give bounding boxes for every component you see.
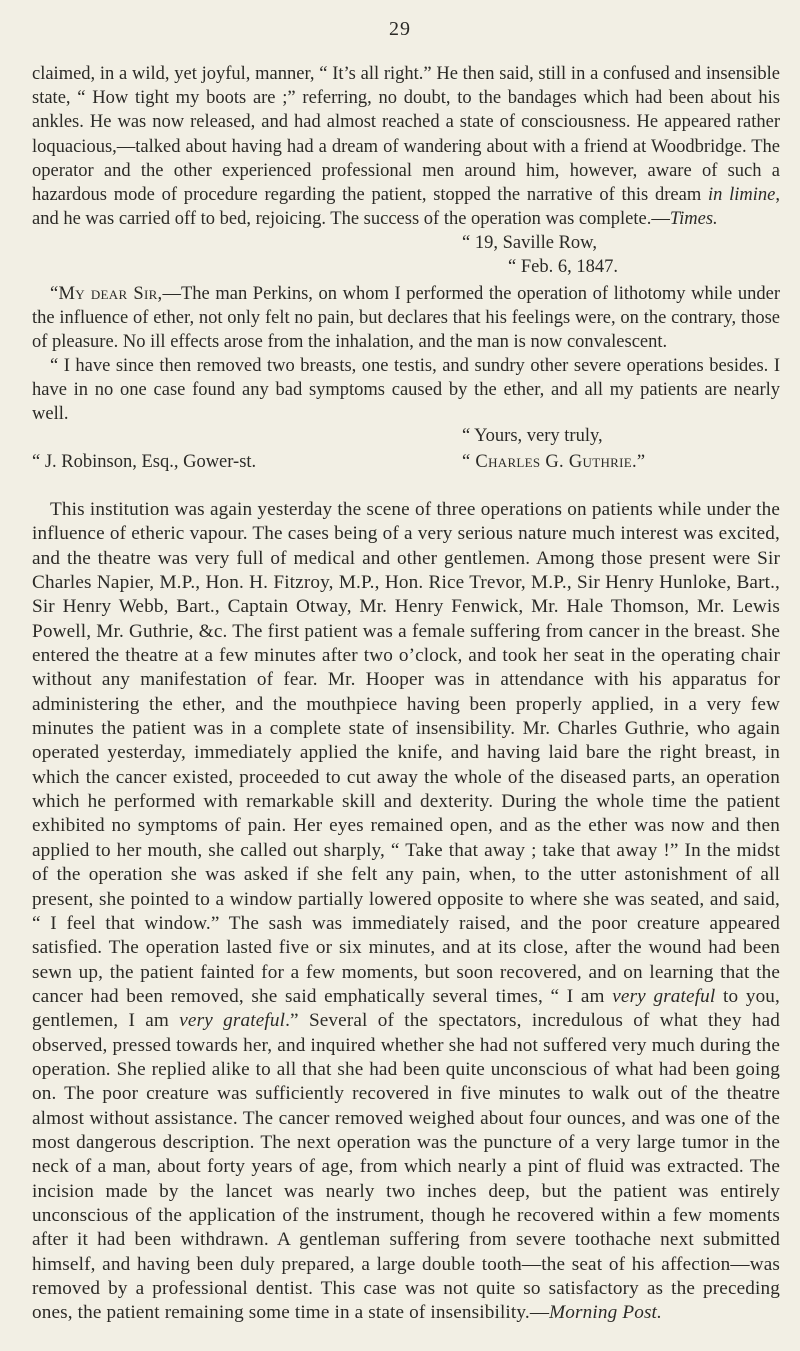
letter-salutation: “My dear Sir, xyxy=(50,284,163,304)
letter-signature: “ Charles G. Guthrie.” xyxy=(462,452,646,472)
source-citation: Times. xyxy=(669,209,718,230)
italic-phrase: in limine xyxy=(707,185,776,206)
paragraph-text: , and he was carried off to bed, rejoicing. The success of the operation was complete.— xyxy=(32,185,780,230)
letter-closing: “ Yours, very truly, xyxy=(462,426,603,446)
paragraph-text: .” Several of the spectators, incredulous of what they had observed, pressed towards her, and inquired whether she had not suffered very much during the operation. She replied alike to all that she had been quite unconscious of what had been going on. The poor creature was sufficiently recovered in five minutes to walk out of the theatre almost without assistance. The cancer removed weighed about four ounces, and was one of the most dangerous description. The next operation was the puncture of a very large tumor in the neck of a man, about forty years of age, from which nearly a pint of fluid was extracted. The incision made by the lancet was nearly two inches deep, but the patient was entirely unconscious of the application of the instrument, though he recovered within a few moments after it had been withdrawn. A gentleman suffering from severe toothache next submitted himself, and having been duly prepared, a large double tooth—the seat of his affection—was removed by a professional dentist. This case was not quite so satisfactory as the preceding ones, the patient remaining some time in a state of insensibility.— xyxy=(32,1010,780,1324)
letter-paragraph-1 xyxy=(32,282,780,355)
letter-addressee: “ J. Robinson, Esq., Gower-st. xyxy=(32,452,257,472)
source-citation: Morning Post. xyxy=(549,1302,662,1324)
italic-phrase: very grateful xyxy=(612,985,716,1007)
italic-phrase: very grateful xyxy=(179,1010,286,1032)
paragraph-text: This institution was again yesterday the scene of three operations on patients while under the influence of etheric vapour. The cases being of a very serious nature much interest was excited, and the theatre was very full of medical and other gentlemen. Among those present were Sir Charles Napier, M.P., Hon. H. Fitzroy, M.P., Hon. Rice Trevor, M.P., Sir Henry Hunloke, Bart., Sir Henry Webb, Bart., Captain Otway, Mr. Henry Fenwick, Mr. Hale Thomson, Mr. Lewis Powell, Mr. Guthrie, &c. The first patient was a female suffering from cancer in the breast. She entered the theatre at a few minutes after two o’clock, and took her seat in the operating chair without any manifestation of fear. Mr. Hooper was in attendance with his apparatus for administering the ether, and the mouthpiece having been properly applied, in a very few minutes the patient was in a complete state of insensibility. Mr. Charles Guthrie, who again operated yesterday, immediately applied the knife, and having laid bare the right breast, in which the cancer existed, proceeded to cut away the whole of the diseased parts, an operation which he performed with remarkable skill and dexterity. During the whole time the patient exhibited no symptoms of pain. Her eyes remained open, and as the ether was now and then applied to her mouth, she called out sharply, “ Take that away ; take that away !” In the midst of the operation she was asked if she felt any pain, when, to the utter astonishment of all present, she pointed to a window partially lowered opposite to where she was seated, and said, “ I feel that window.” The sash was immediately raised, and the poor creature appeared satisfied. The operation lasted five or six minutes, and at its close, after the wound had been sewn up, the patient fainted for a few moments, but soon recovered, and on learning that the cancer had been removed, she said emphatically several times, “ I am xyxy=(32,499,780,1007)
paragraph-morning-post-report xyxy=(32,498,780,1326)
paragraph-times-report xyxy=(32,62,780,231)
letter-address-line2: “ Feb. 6, 1847. xyxy=(508,257,618,277)
paragraph-text: claimed, in a wild, yet joyful, manner, “ It’s all right.” He then said, still in a confused and insensible state, “ How tight my boots are ;” referring, no doubt, to the bandages which had been about his ankles. He was now released, and had almost reached a state of consciousness. He appeared rather loquacious,—talked about having had a dream of wandering about with a friend at Woodbridge. The operator and the other experienced professional men around him, however, aware of such a hazardous mode of procedure regarding the patient, stopped the narrative of this dream xyxy=(32,64,780,206)
paragraph-text: —The man Perkins, on whom I performed the operation of lithotomy while under the influence of ether, not only felt no pain, but declares that his feelings were, on the contrary, those of pleasure. No ill effects arose from the inhalation, and the man is now convalescent. xyxy=(32,284,780,353)
letter-paragraph-2: “ I have since then removed two breasts, one testis, and sundry other severe operations besides. I have in no one case found any bad symptoms caused by the ether, and all my patients are nearly well. xyxy=(32,356,780,425)
letter-address-line1: “ 19, Saville Row, xyxy=(462,233,597,253)
paragraph-text: to you, gentlemen, I am xyxy=(32,985,781,1032)
page-number: 29 xyxy=(389,18,411,40)
